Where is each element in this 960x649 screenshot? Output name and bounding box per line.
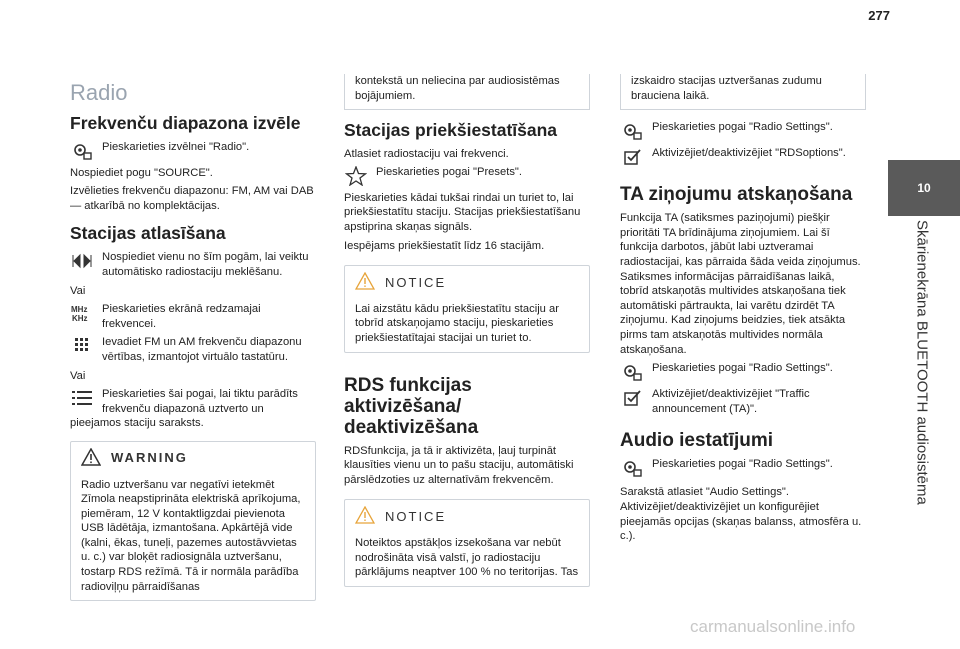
chapter-number-tab: 10 xyxy=(888,160,960,216)
list-icon xyxy=(70,387,94,409)
section-title: Radio xyxy=(70,80,128,105)
settings-icon xyxy=(70,140,94,162)
column-3: izskaidro stacijas uztveršanas zudumu brauciena laikā. Pieskarieties pogai "Radio Settings". Aktivizējiet/deaktivizējiet "RDSoptions". TA ziņojumu atskaņošana Funkcija TA (satiksmes paziņojumi) piešķir prioritāti TA brīdinājuma ziņojumiem. Lai šī funkcija darbotos, jābūt labi uztveramai radiostacijai, kas pārraida šāda veida ziņojumus. Satiksmes informācijas pārraidīšanas laikā, tobrīd atskaņotās multivides atskaņošana tiek automātiski pārtraukta, lai varētu dzirdēt TA ziņojumu. Kad ziņojums beidzies, tiek atsākta pirms tam atskaņotās multivides normāla atskaņošana. Pieskarieties pogai "Radio Settings". Aktivizējiet/deaktivizējiet "Traffic announcement (TA)". Audio iestatījumi Pieskarieties pogai "Radio Settings". Sarakstā atlasiet "Audio Settings". Aktivizējiet/deaktivizējiet un konfigurējiet pieejamās opcijas (skaņas balanss, atmosfēra u. c.). xyxy=(620,74,866,548)
notice-box: NOTICE Lai aizstātu kādu priekšiestatītu staciju ar tobrīd atskaņojamo staciju, pieskarieties priekšiestatītajai stacijai un turiet to. xyxy=(344,265,590,352)
settings-icon xyxy=(620,457,644,479)
notice-label: NOTICE xyxy=(385,274,447,290)
svg-text:KHz: KHz xyxy=(72,314,88,324)
warning-text: Radio uztveršanu var negatīvi ietekmēt Zīmola neapstiprināta elektriskā aprīkojuma, piemēram, 12 V kontaktligzdai pievienota USB lādētāja, izmantošana. Apkārtējā vide (kalni, ēkas, tuneļi, pazemes autostāvvietas u. c.) var bloķēt radiosignāla uztveršanu, tostarp RDS režīmā. Tā ir normāla parādība radioviļņu pārraidīšanas xyxy=(81,478,301,593)
notice-box-2: NOTICE Noteiktos apstākļos izsekošana var nebūt nodrošināta visā valstī, jo radiostaciju pārklājums neaptver 100 % no teritorijas. Tas xyxy=(344,499,590,586)
seek-icon xyxy=(70,250,94,272)
step-row: Pieskarieties šai pogai, lai tiktu parādīts frekvenču diapazonā uztverto un xyxy=(70,387,316,416)
step-row: Nospiediet vienu no šīm pogām, lai veiktu automātisko radiostaciju meklēšanu. xyxy=(70,250,316,279)
warning-box xyxy=(70,441,316,601)
notice-triangle-icon xyxy=(355,506,375,528)
step-row: Pieskarieties pogai "Radio Settings". xyxy=(620,457,866,479)
column-2: kontekstā un neliecina par audiosistēmas bojājumiem. Stacijas priekšiestatīšana Atlasiet radiostaciju vai frekvenci. Pieskarieties pogai "Presets". Pieskarieties kādai tukšai rindai un turiet to, lai priekšiestatītu staciju. Stacijas priekšiestatīšanu apstiprina skaņas signāls. Iespējams priekšiestatīt līdz 16 stacijām. NOTICE Lai aizstātu kādu priekšiestatītu staciju ar tobrīd atskaņojamo staciju, pieskarieties priekšiestatītajai stacijai un turiet to. RDS funkcijas aktivizēšana/ deaktivizēšana RDSfunkcija, ja tā ir aktivizēta, ļauj turpināt klausīties vienu un to pašu staciju, automātiski pārslēdzoties uz alternatīvām frekvencēm. NOTICE Noteiktos apstākļos izsekošana var nebūt nodrošināta visā valstī, jo radiostaciju pārklājums neaptver 100 % no teritorijas. Tas xyxy=(344,74,590,595)
heading-rds: RDS funkcijas aktivizēšana/ deaktivizēšana xyxy=(344,374,479,438)
step-row: Ievadiet FM un AM frekvenču diapazonu vērtības, izmantojot virtuālo tastatūru. xyxy=(70,335,316,364)
step-row: Aktivizējiet/deaktivizējiet "RDSoptions". xyxy=(620,146,866,168)
notice-label: NOTICE xyxy=(385,508,447,524)
chapter-title-vertical: Skārienekrāna BLUETOOTH audiosistēma xyxy=(913,220,931,505)
checkbox-icon xyxy=(620,387,644,409)
keypad-icon xyxy=(70,335,94,357)
step-row: Pieskarieties izvēlnei "Radio". xyxy=(70,140,316,162)
warning-label: WARNING xyxy=(111,450,188,466)
checkbox-icon xyxy=(620,146,644,168)
settings-icon xyxy=(620,120,644,142)
heading-ta: TA ziņojumu atskaņošana xyxy=(620,184,853,206)
notice-triangle-icon xyxy=(355,272,375,294)
frequency-icon xyxy=(70,302,94,324)
svg-text:MHz: MHz xyxy=(71,305,88,315)
step-row: Pieskarieties pogai "Radio Settings". xyxy=(620,120,866,142)
warning-box-continued: kontekstā un neliecina par audiosistēmas bojājumiem. xyxy=(344,74,590,110)
step-row: MHz KHz Pieskarieties ekrānā redzamajai frekvencei. xyxy=(71,303,261,330)
warning-triangle-icon xyxy=(81,448,101,470)
heading-preset: Stacijas priekšiestatīšana xyxy=(344,120,558,141)
heading-audio: Audio iestatījumi xyxy=(620,430,774,452)
watermark: carmanualsonline.info xyxy=(690,617,856,636)
page-number: 277 xyxy=(868,8,890,23)
star-icon xyxy=(344,165,368,187)
column-1: Radio Frekvenču diapazona izvēle Pieskarieties izvēlnei "Radio". Nospiediet pogu "SOURCE". Izvēlieties frekvenču diapazonu: FM, AM vai DAB — atkarībā no komplektācijas. Stacijas atlasīšana Nospiediet vienu no šīm pogām, lai veiktu automātisko radiostaciju meklēšanu. Vai MHz KHz Pieskarieties ekrānā redzamajai frekvencei. Ievadiet FM un AM frekvenču diapazonu vērtības, izmantojot virtuālo tastatūru. Vai Pieskarieties šai pogai, lai tiktu parādīts frekvenču diapazonā uztverto un pieejamos staciju saraksts. WARNING Radio uztveršanu var negatīvi ietekmēt Zīmola neapstiprināta elektriskā aprīkojuma, piemēram, 12 V kontaktligzdai pievienota USB lādētāja, izmantošana. Apkārtējā vide (kalni, ēkas, tuneļi, pazemes autostāvvietas u. c.) var bloķēt radiosignāla uztveršanu, tostarp RDS režīmā. Tā ir normāla parādība radioviļņu pārraidīšanas xyxy=(70,74,316,609)
step-row: Pieskarieties pogai "Radio Settings". xyxy=(620,361,866,383)
settings-icon xyxy=(620,361,644,383)
heading-band: Frekvenču diapazona izvēle xyxy=(70,112,301,133)
notice-box-continued: izskaidro stacijas uztveršanas zudumu brauciena laikā. xyxy=(620,74,866,110)
step-row: Pieskarieties pogai "Presets". xyxy=(344,165,590,187)
heading-station: Stacijas atlasīšana xyxy=(70,223,226,244)
step-row: Aktivizējiet/deaktivizējiet "Traffic announcement (TA)". xyxy=(620,387,866,416)
